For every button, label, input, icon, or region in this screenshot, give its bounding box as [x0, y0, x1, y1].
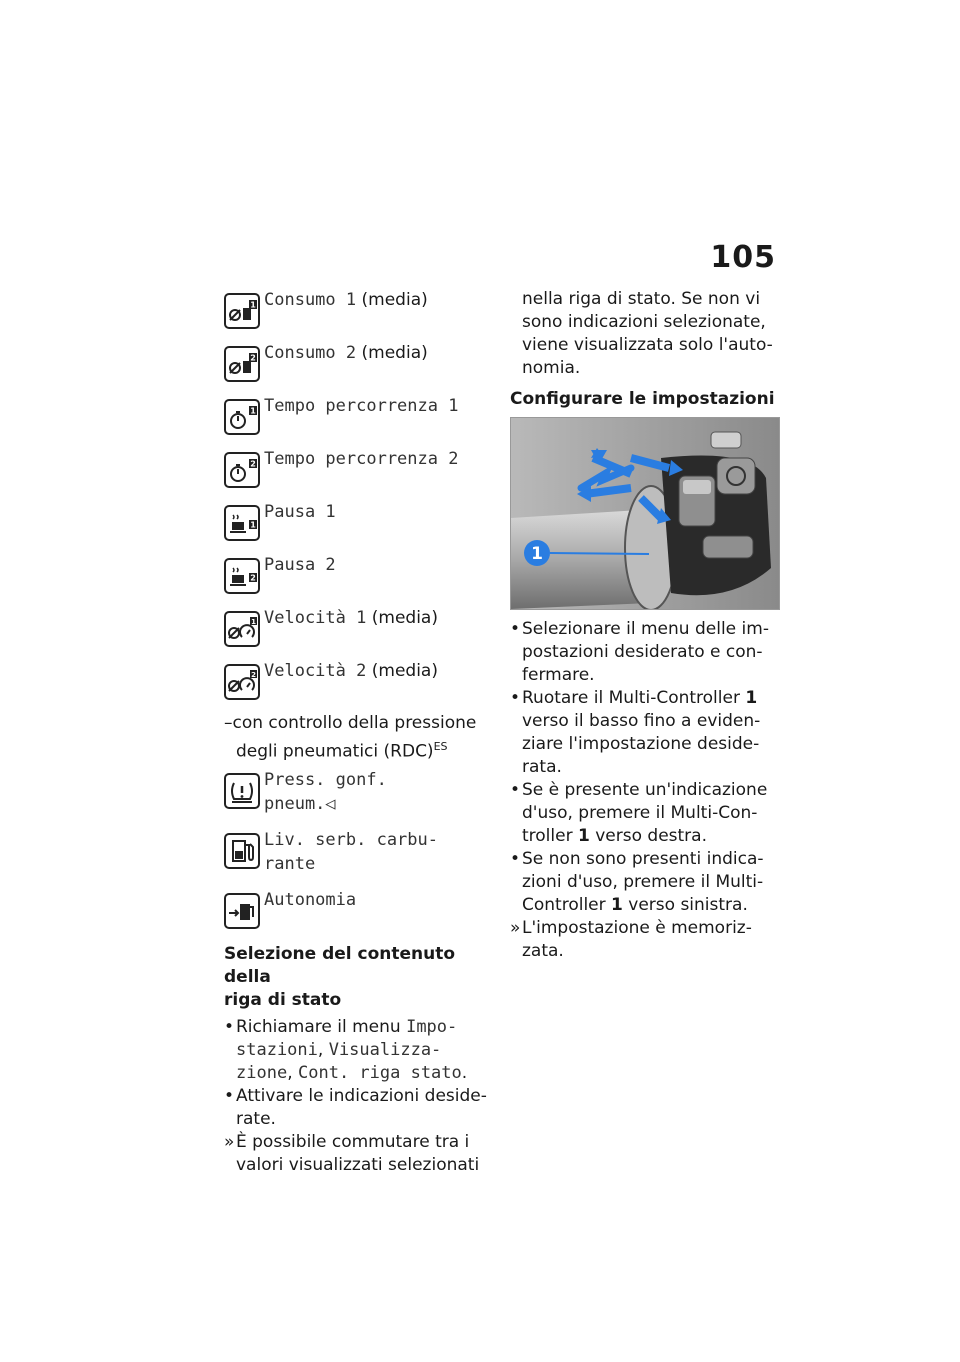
right-column — [510, 288, 780, 963]
svg-text:2: 2 — [250, 353, 256, 363]
fuel-level-icon — [224, 833, 260, 869]
coffee-cup-1-icon — [224, 505, 260, 541]
multi-controller-figure — [510, 417, 780, 610]
tire-pressure-icon — [224, 773, 260, 809]
svg-text:2: 2 — [251, 671, 256, 679]
instruction-result: » È possibile commutare tra i valori visualizzati selezionati — [224, 1131, 480, 1175]
svg-text:1: 1 — [250, 520, 256, 530]
fuel-consumption-2-icon — [224, 346, 260, 382]
figure-callout: 1 — [531, 544, 543, 564]
svg-text:1: 1 — [251, 618, 256, 626]
list-item: 2 Tempo percorrenza 2 — [224, 447, 492, 488]
instruction-step: • Se è presente un'indicazione d'uso, premere il Multi-Con- troller 1 verso destra. — [510, 780, 768, 846]
list-item: 1 Consumo 1 (media) — [224, 288, 492, 329]
rdc-condition: –con controllo della pressione degli pneumatici (RDC)$^{ES}$ — [224, 713, 477, 762]
section-heading: Selezione del contenuto della riga di stato — [224, 943, 456, 1010]
list-item: Autonomia — [224, 888, 492, 929]
continuation-text: nella riga di stato. Se non vi sono indicazioni selezionate, viene visualizzata solo l'auto- nomia. — [522, 289, 773, 378]
list-item: 2 Velocità 2 (media) — [224, 659, 492, 700]
coffee-cup-2-icon — [224, 558, 260, 594]
range-icon — [224, 893, 260, 929]
instruction-step: • Attivare le indicazioni deside- rate. — [224, 1085, 487, 1129]
section-heading: Configurare le impostazioni — [510, 389, 775, 409]
speed-2-icon — [224, 664, 260, 700]
svg-text:2: 2 — [250, 459, 256, 469]
list-item: 1 Velocità 1 (media) — [224, 606, 492, 647]
list-item: 1 Pausa 1 — [224, 500, 492, 541]
instruction-step: • Se non sono presenti indica- zioni d'uso, premere il Multi- Controller 1 verso sinistra. — [510, 849, 764, 915]
left-column — [224, 288, 492, 1177]
svg-text:1: 1 — [250, 406, 256, 416]
list-item: 1 Tempo percorrenza 1 — [224, 394, 492, 435]
list-item: 2 Consumo 2 (media) — [224, 341, 492, 382]
list-item: 2 Pausa 2 — [224, 553, 492, 594]
instruction-step: • Ruotare il Multi-Controller 1 verso il basso fino a eviden- ziare l'impostazione deside- rata. — [510, 688, 761, 777]
svg-text:1: 1 — [250, 300, 256, 310]
list-item: Press. gonf. pneum.◁ — [224, 768, 492, 816]
fuel-consumption-1-icon — [224, 293, 260, 329]
stopwatch-2-icon — [224, 452, 260, 488]
speed-1-icon — [224, 611, 260, 647]
instruction-step: • Richiamare il menu Impo- stazioni, Visualizza- zione, Cont. riga stato. — [224, 1016, 468, 1083]
stopwatch-1-icon — [224, 399, 260, 435]
instruction-result: » L'impostazione è memoriz- zata. — [510, 918, 752, 961]
list-item: Liv. serb. carbu- rante — [224, 828, 492, 876]
svg-text:2: 2 — [250, 573, 256, 583]
instruction-step: • Selezionare il menu delle im- postazioni desiderato e con- fermare. — [510, 619, 769, 685]
page-number: 105 — [710, 240, 776, 275]
